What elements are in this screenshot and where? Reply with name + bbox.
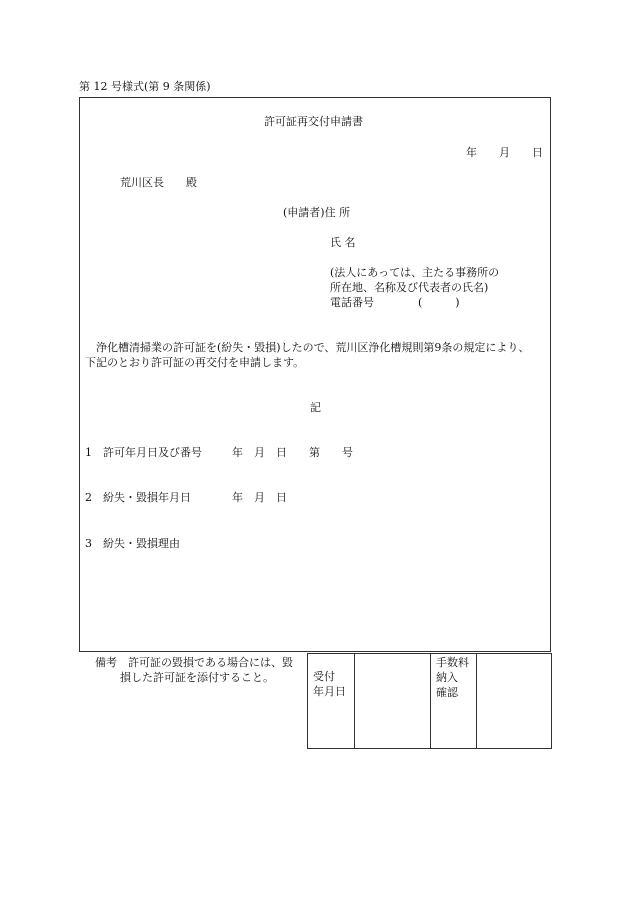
item-2-fields: 年 月 日 bbox=[232, 491, 287, 504]
received-label-line-2: 年月日 bbox=[313, 685, 346, 698]
item-3-label: 3 紛失・毀損理由 bbox=[85, 537, 180, 550]
received-label-line-1: 受付 bbox=[313, 670, 335, 683]
receipt-table-divider bbox=[551, 653, 552, 749]
body-text-line-2: 下記のとおり許可証の再交付を申請します。 bbox=[85, 356, 305, 369]
item-1-label: 1 許可年月日及び番号 bbox=[85, 446, 202, 459]
date-line: 年 月 日 bbox=[466, 146, 543, 159]
receipt-table-divider bbox=[476, 653, 477, 749]
phone-parentheses: ( ) bbox=[418, 296, 460, 309]
corporation-note-line-2: 所在地、名称及び代表者の氏名) bbox=[330, 281, 489, 294]
fee-label-line-3: 確認 bbox=[436, 686, 458, 699]
receipt-table-divider bbox=[430, 653, 431, 749]
fee-label-line-2: 納入 bbox=[436, 671, 458, 684]
applicant-name-label: 氏 名 bbox=[330, 236, 356, 249]
form-number: 第 12 号様式(第 9 条関係) bbox=[79, 80, 211, 93]
applicant-address-label: (申請者)住 所 bbox=[283, 206, 351, 219]
item-1-fields: 年 月 日 第 号 bbox=[232, 446, 353, 459]
receipt-table-divider bbox=[307, 653, 308, 749]
item-2-label: 2 紛失・毀損年月日 bbox=[85, 491, 191, 504]
ki-heading: 記 bbox=[310, 401, 321, 414]
body-text-line-1: 浄化槽清掃業の許可証を(紛失・毀損)したので、荒川区浄化槽規則第9条の規定により、 bbox=[96, 341, 530, 354]
phone-label: 電話番号 bbox=[330, 296, 374, 309]
corporation-note-line-1: (法人にあっては、主たる事務所の bbox=[330, 266, 500, 279]
addressee: 荒川区長 殿 bbox=[120, 176, 197, 189]
form-title: 許可証再交付申請書 bbox=[264, 115, 363, 128]
fee-label-line-1: 手数料 bbox=[436, 656, 469, 669]
remarks-line-2: 損した許可証を添付すること。 bbox=[120, 671, 274, 684]
receipt-table-divider bbox=[354, 653, 355, 749]
remarks-line-1: 備考 許可証の毀損である場合には、毀 bbox=[95, 656, 293, 669]
